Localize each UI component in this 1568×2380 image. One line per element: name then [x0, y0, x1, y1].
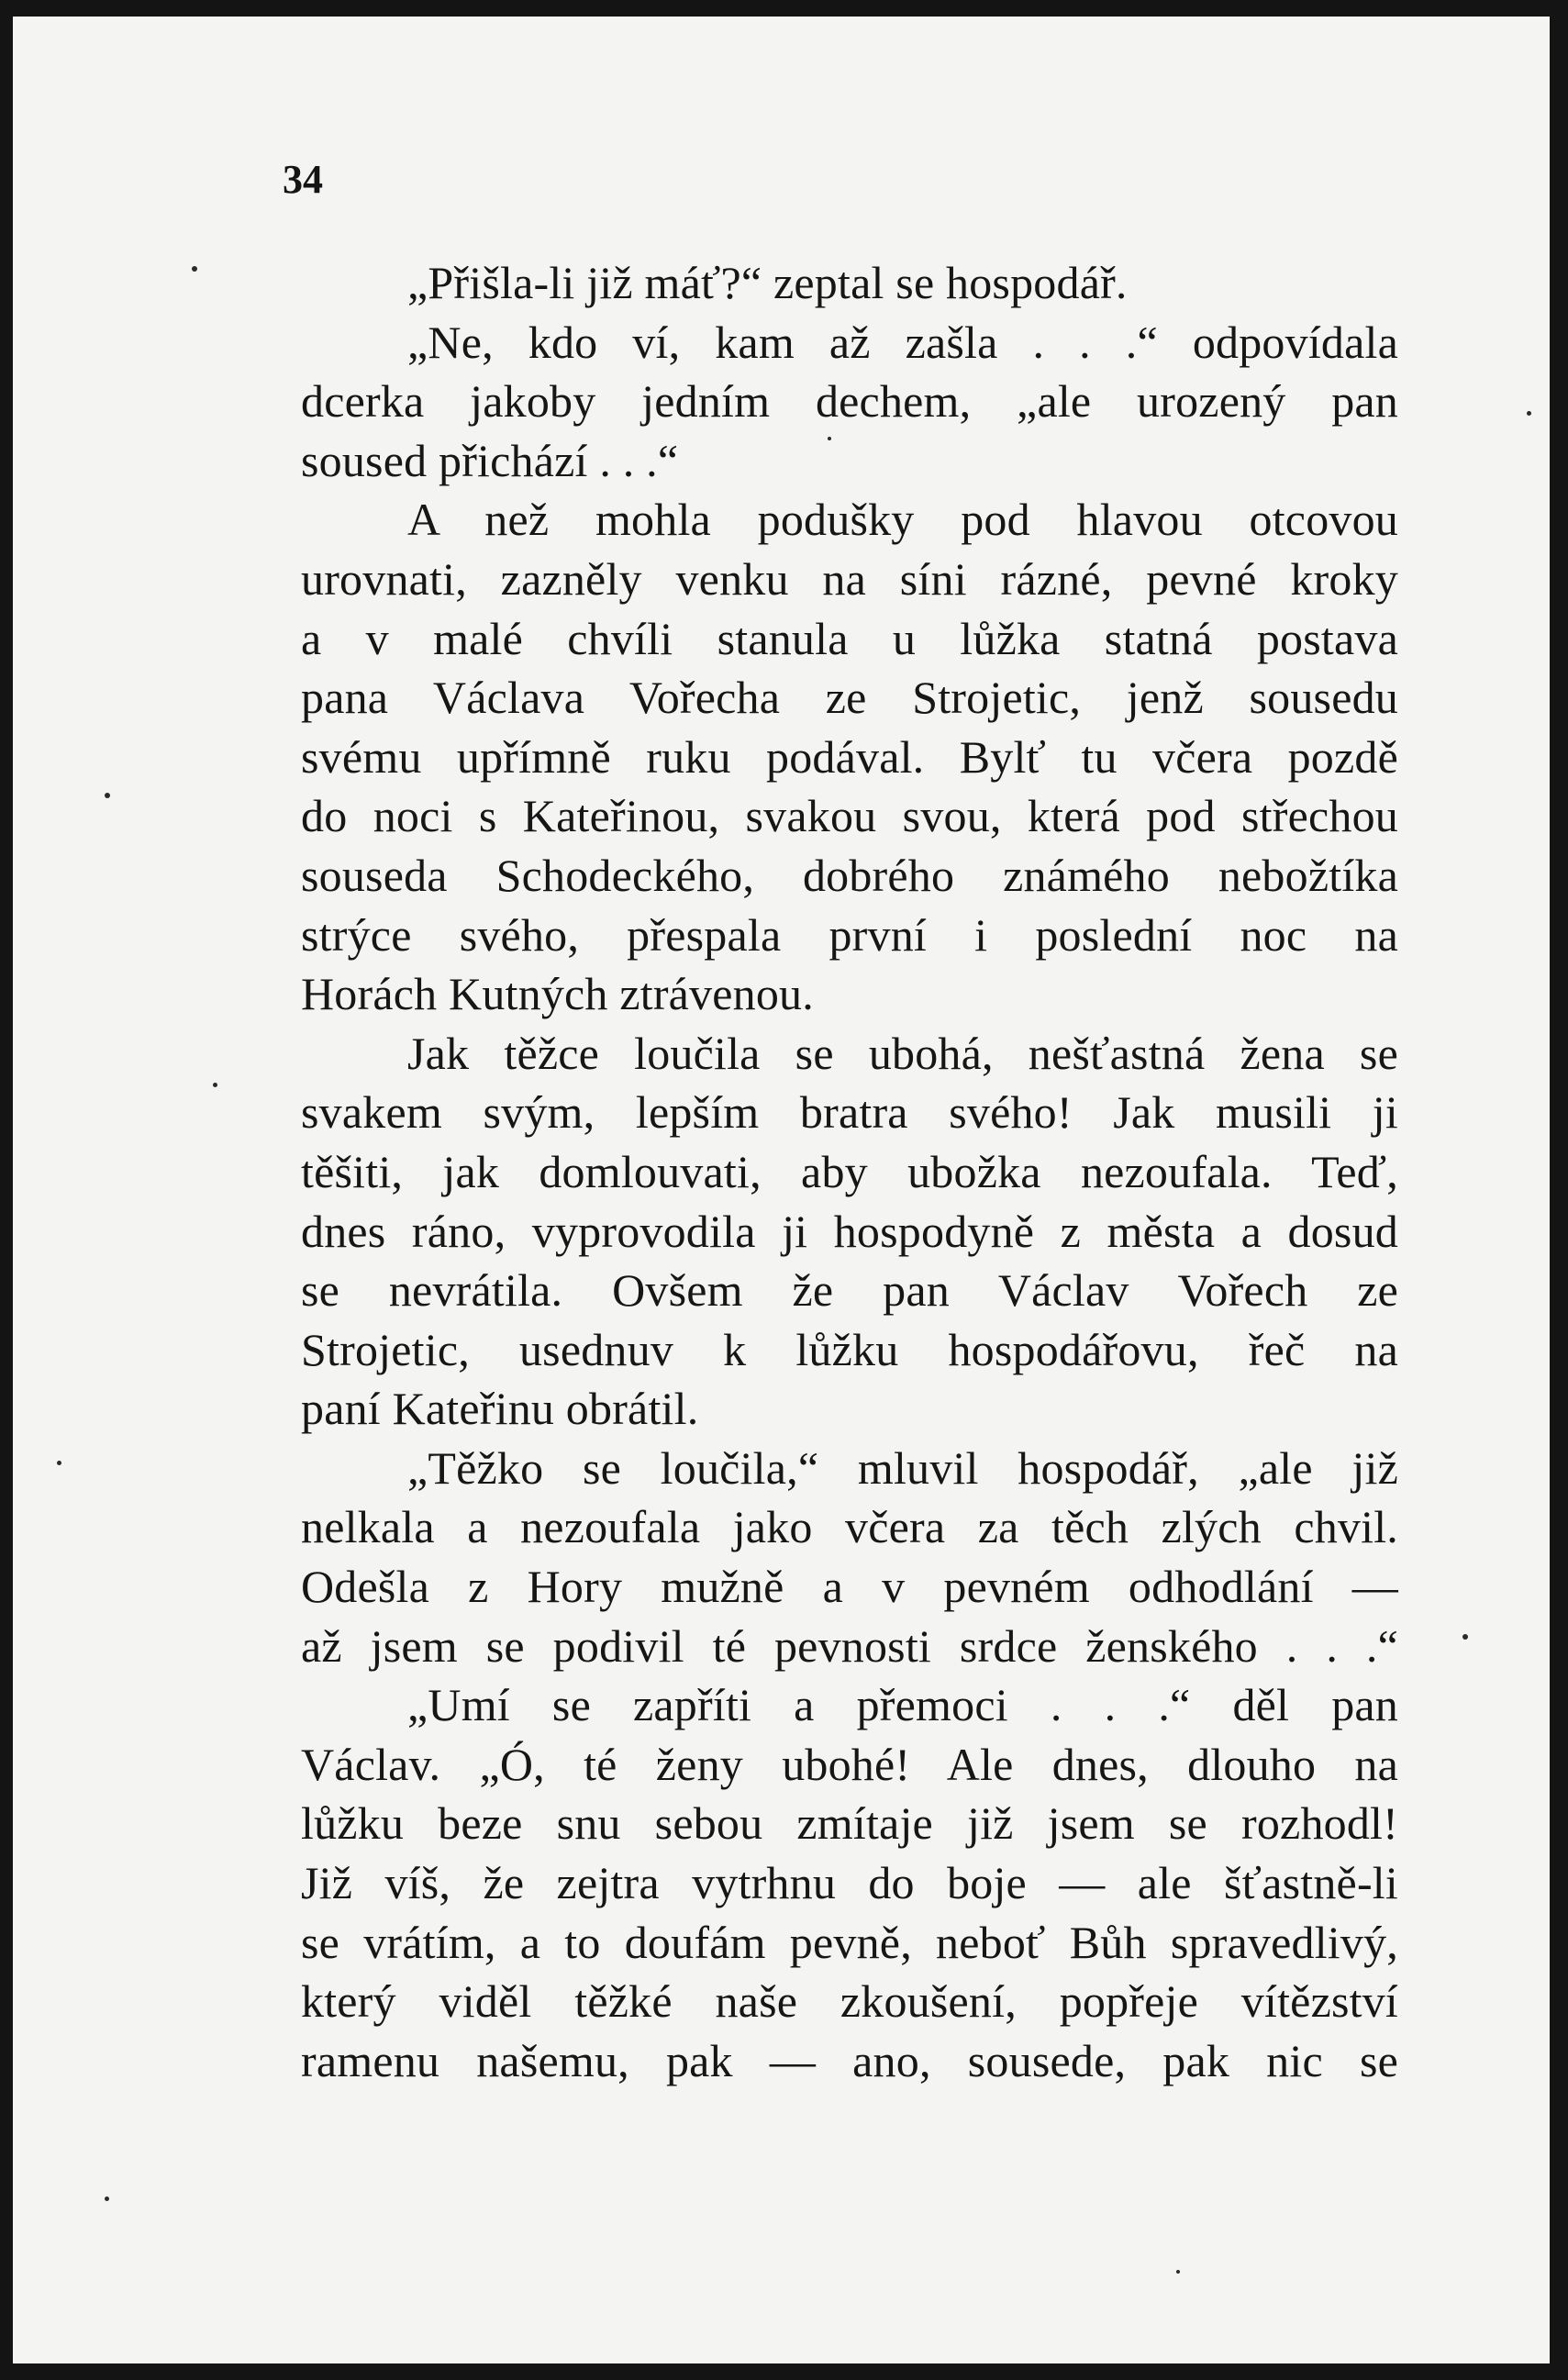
text-line: a v malé chvíli stanula u lůžka statná postava — [301, 612, 1398, 664]
print-speck — [1462, 1634, 1468, 1640]
print-speck — [105, 793, 110, 798]
text-line: až jsem se podivil té pevnosti srdce ženského . . .“ — [301, 1619, 1398, 1672]
text-line: se vrátím, a to doufám pevně, neboť Bůh spravedlivý, — [301, 1916, 1398, 1968]
print-speck — [1527, 411, 1531, 416]
text-line: paní Kateřinu obrátil. — [301, 1383, 699, 1435]
book-page — [13, 17, 1550, 2363]
text-line: se nevrátila. Ovšem že pan Václav Vořech ze — [301, 1264, 1398, 1317]
page-number: 34 — [283, 157, 323, 202]
text-line: „Přišla-li již máť?“ zeptal se hospodář. — [407, 257, 1128, 308]
text-line: souseda Schodeckého, dobrého známého nebožtíka — [301, 849, 1398, 901]
print-speck — [57, 1461, 61, 1465]
text-line: „Ne, kdo ví, kam až zašla . . .“ odpovídala — [407, 316, 1398, 368]
text-line: pana Václava Vořecha ze Strojetic, jenž sousedu — [301, 672, 1398, 724]
text-line: Odešla z Hory mužně a v pevném odhodlání — — [301, 1561, 1398, 1613]
body-text — [301, 253, 1398, 2090]
text-line: lůžku beze snu sebou zmítaje již jsem se rozhodl! — [301, 1797, 1398, 1850]
text-line: A než mohla podušky pod hlavou otcovou — [407, 494, 1398, 546]
text-line: Již víš, že zejtra vytrhnu do boje — ale šťastně-li — [301, 1857, 1398, 1909]
text-line: urovnati, zazněly venku na síni rázné, pevné kroky — [301, 552, 1398, 605]
text-line: Horách Kutných ztrávenou. — [301, 968, 814, 1020]
text-line: Václav. „Ó, té ženy ubohé! Ale dnes, dlouho na — [301, 1738, 1398, 1790]
text-line: který viděl těžké naše zkoušení, popřeje vítězství — [301, 1975, 1398, 2028]
text-line: „Umí se zapříti a přemoci . . .“ děl pan — [407, 1679, 1398, 1731]
text-line: strýce svého, přespala první i poslední noc na — [301, 908, 1398, 961]
print-speck — [192, 266, 197, 272]
print-speck — [828, 437, 831, 440]
text-line: „Těžko se loučila,“ mluvil hospodář, „ale již — [407, 1441, 1398, 1494]
text-line: Jak těžce loučila se ubohá, nešťastná žena se — [407, 1027, 1398, 1079]
text-line: svému upřímně ruku podával. Bylť tu včera pozdě — [301, 730, 1398, 783]
text-line: do noci s Kateřinou, svakou svou, která pod střechou — [301, 790, 1398, 842]
text-line: dcerka jakoby jedním dechem, „ale urozený pan — [301, 375, 1398, 428]
text-line: svakem svým, lepším bratra svého! Jak musili ji — [301, 1086, 1398, 1139]
text-line: ramenu našemu, pak — ano, sousede, pak nic se — [301, 2034, 1398, 2086]
text-line: soused přichází . . .“ — [301, 434, 679, 486]
print-speck — [105, 2196, 109, 2201]
text-line: nelkala a nezoufala jako včera za těch zlých chvil. — [301, 1501, 1398, 1553]
print-speck — [213, 1083, 217, 1087]
print-speck — [1176, 2270, 1180, 2274]
text-line: Strojetic, usednuv k lůžku hospodářovu, řeč na — [301, 1323, 1398, 1375]
text-line: dnes ráno, vyprovodila ji hospodyně z města a dosud — [301, 1205, 1398, 1257]
text-line: těšiti, jak domlouvati, aby ubožka nezoufala. Teď, — [301, 1145, 1398, 1197]
